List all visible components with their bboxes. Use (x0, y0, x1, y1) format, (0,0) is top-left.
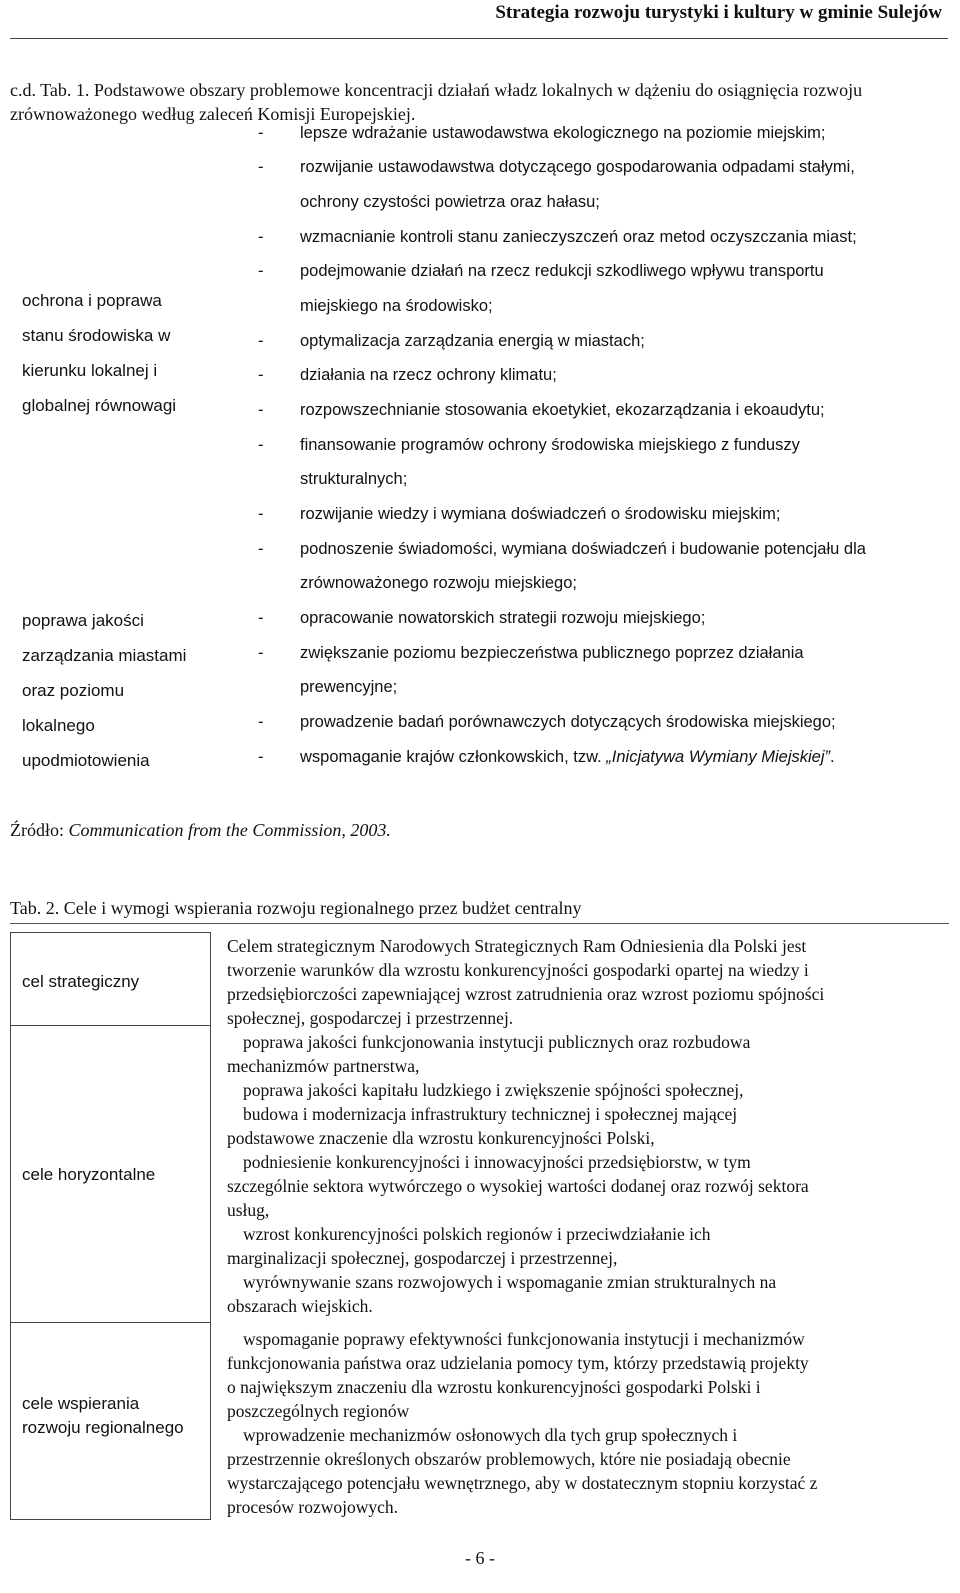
list-item: wprowadzenie mechanizmów osłonowych dla tych grup społecznych i przestrzennie określonych obszarów problemowych, które nie posiadają obecnie wystarczającego potencjału wewnętrznego, aby w dostatecznym stopniu korzystać z procesów rozwojowych. (227, 1425, 818, 1517)
horizontal-goals-list (227, 1030, 943, 1318)
header-rule (10, 38, 948, 39)
document-header-title: Strategia rozwoju turystyki i kultury w gminie Sulejów (495, 2, 942, 23)
table2-row-divider (10, 1025, 211, 1026)
initiative-name: „Inicjatywa Wymiany Miejskiej” (606, 748, 830, 766)
text-line: Celem strategicznym Narodowych Strategicznych Ram Odniesienia dla Polski jest (227, 936, 807, 956)
group1-label-line: kierunku lokalnej i (22, 361, 158, 380)
group1-label-line: ochrona i poprawa (22, 291, 162, 310)
list-item: poprawa jakości funkcjonowania instytucji publicznych oraz rozbudowa mechanizmów partnerstwa, (227, 1032, 751, 1076)
table2-caption: Tab. 2. Cele i wymogi wspierania rozwoju regionalnego przez budżet centralny (10, 898, 582, 918)
text-line: tworzenie warunków dla wzrostu konkurencyjności gospodarki opartej na wiedzy i (227, 960, 809, 980)
group2-label-line: poprawa jakości (22, 611, 144, 630)
row-label-horizontal-goals: cele horyzontalne (22, 1165, 156, 1184)
row-label-strategic-goal: cel strategiczny (22, 972, 140, 991)
table1-group2-label (22, 603, 186, 778)
group1-label-line: globalnej równowagi (22, 396, 177, 415)
group2-label-line: zarządzania miastami (22, 646, 187, 665)
row-label-line: cele wspierania (22, 1394, 140, 1413)
row-label-regional-goals (22, 1392, 184, 1440)
list-item: wzrost konkurencyjności polskich regionów i przeciwdziałanie ich marginalizacji społecznej, gospodarczej i przestrzennej, (227, 1224, 711, 1268)
group1-label-line: stanu środowiska w (22, 326, 171, 345)
table2-top-rule (10, 923, 949, 924)
list-item: wspomaganie poprawy efektywności funkcjonowania instytucji i mechanizmów funkcjonowania państwa oraz udzielania pomocy tym, którzy przedstawią projekty o największym znaczeniu dla wzrostu konkurencyjności gospodarki Polski i poszczególnych regionów (227, 1329, 809, 1421)
table1-group1-label (22, 283, 176, 423)
group2-label-line: upodmiotowienia (22, 751, 150, 770)
list-item: poprawa jakości kapitału ludzkiego i zwiększenie spójności społecznej, (243, 1080, 744, 1100)
text-line: społecznej, gospodarczej i przestrzennej. (227, 1008, 514, 1028)
text-line: przedsiębiorczości zapewniającej wzrost zatrudnienia oraz wzrost poziomu spójności (227, 984, 825, 1004)
table1-caption: c.d. Tab. 1. Podstawowe obszary problemowe koncentracji działań władz lokalnych w dążeniu do osiągnięcia rozwoju zrównoważonego według zaleceń Komisji Europejskiej. (10, 80, 863, 124)
list-item: podniesienie konkurencyjności i innowacyjności przedsiębiorstw, w tym szczególnie sektora wytwórczego o wysokiej wartości dodanej oraz rozwój sektora usług, (227, 1152, 809, 1220)
table2-row-divider (10, 1322, 211, 1323)
group2-label-line: oraz poziomu (22, 681, 125, 700)
table1-source: Źródło: Communication from the Commission, 2003. (10, 820, 391, 840)
row-label-line: rozwoju regionalnego (22, 1418, 184, 1437)
page-number: - 6 - (465, 1548, 495, 1568)
list-item: wyrównywanie szans rozwojowych i wspomaganie zmian strukturalnych na obszarach wiejskich. (227, 1272, 777, 1316)
list-item: budowa i modernizacja infrastruktury technicznej i społecznej mającej podstawowe znaczenie dla wzrostu konkurencyjności Polski, (227, 1104, 738, 1148)
regional-goals-list (227, 1327, 943, 1519)
group2-label-line: lokalnego (22, 716, 95, 735)
strategic-goal-text (227, 934, 943, 1030)
